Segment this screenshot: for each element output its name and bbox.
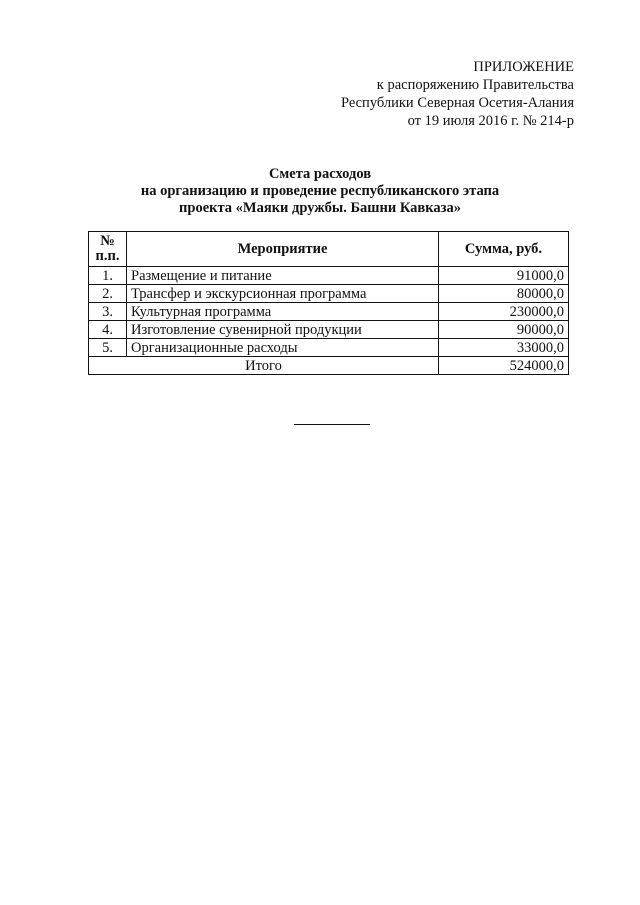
total-row (89, 357, 569, 375)
table-row (89, 267, 569, 285)
row-event: Размещение и питание (127, 267, 439, 285)
annex-reference-line3: от 19 июля 2016 г. № 214-р (407, 113, 574, 129)
estimate-table (88, 231, 569, 375)
row-sum: 80000,0 (439, 285, 569, 303)
header-sum: Сумма, руб. (439, 232, 569, 267)
end-divider (294, 424, 370, 425)
annex-reference-line2: Республики Северная Осетия-Алания (340, 95, 574, 111)
title-line1: Смета расходов (268, 166, 372, 182)
row-event: Организационные расходы (127, 339, 439, 357)
row-sum: 230000,0 (439, 303, 569, 321)
table-row (89, 321, 569, 339)
table-row (89, 339, 569, 357)
row-number: 2. (89, 285, 127, 303)
document-title (0, 166, 640, 217)
row-sum: 91000,0 (439, 267, 569, 285)
annex-reference-line1: к распоряжению Правительства (376, 77, 574, 93)
title-line3: проекта «Маяки дружбы. Башни Кавказа» (179, 200, 461, 216)
title-line2: на организацию и проведение республиканского этапа (140, 183, 500, 199)
row-sum: 90000,0 (439, 321, 569, 339)
header-number (89, 232, 127, 267)
row-event: Изготовление сувенирной продукции (127, 321, 439, 339)
row-sum: 33000,0 (439, 339, 569, 357)
table-row (89, 285, 569, 303)
row-number: 1. (89, 267, 127, 285)
row-event: Культурная программа (127, 303, 439, 321)
header-number-abbr: п.п. (95, 248, 120, 264)
row-number: 3. (89, 303, 127, 321)
annex-title: ПРИЛОЖЕНИЕ (473, 59, 574, 75)
header-event: Мероприятие (127, 232, 439, 267)
row-number: 4. (89, 321, 127, 339)
annex-header (341, 58, 574, 130)
table-row (89, 303, 569, 321)
row-number: 5. (89, 339, 127, 357)
table-header-row (89, 232, 569, 267)
total-sum: 524000,0 (439, 357, 569, 375)
row-event: Трансфер и экскурсионная программа (127, 285, 439, 303)
total-label: Итого (89, 357, 439, 375)
header-number-sign: № (100, 233, 115, 249)
